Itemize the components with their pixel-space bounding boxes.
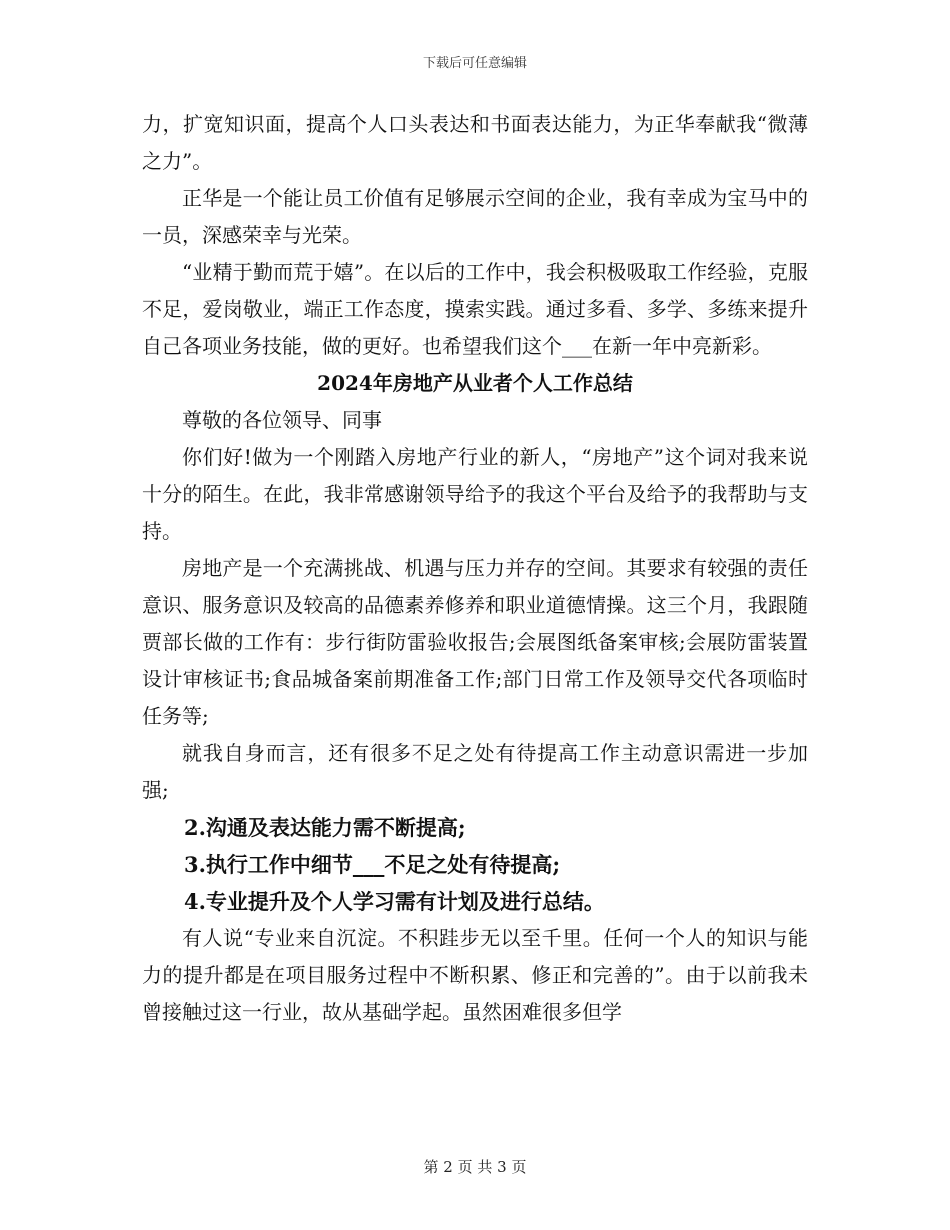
- page-header: 下载后可任意编辑: [422, 56, 527, 71]
- salutation: 尊敬的各位领导、同事: [182, 408, 382, 432]
- document-body: [142, 106, 808, 1031]
- list-item-bold: 2.沟通及表达能力需不断提高;: [184, 815, 466, 840]
- paragraph: “业精于勤而荒于嬉”。在以后的工作中，我会积极吸取工作经验，克服不足，爱岗敬业，端正工作态度，摸索实践。通过多看、多学、多练来提升自己各项业务技能，做的更好。也希望我们这个___在新一年中亮新彩。: [142, 260, 808, 358]
- paragraph: 房地产是一个充满挑战、机遇与压力并存的空间。其要求有较强的责任意识、服务意识及较高的品德素养修养和职业道德情操。这三个月，我跟随贾部长做的工作有：步行街防雷验收报告;会展图纸备案审核;会展防雷装置设计审核证书;食品城备案前期准备工作;部门日常工作及领导交代各项临时任务等;: [142, 556, 808, 728]
- paragraph: 就我自身而言，还有很多不足之处有待提高工作主动意识需进一步加强;: [142, 741, 808, 802]
- paragraph: 正华是一个能让员工价值有足够展示空间的企业，我有幸成为宝马中的一员，深感荣幸与光荣。: [142, 186, 808, 247]
- section-title: 2024年房地产从业者个人工作总结: [317, 371, 633, 395]
- page-footer: 第 2 页 共 3 页: [423, 1158, 527, 1176]
- paragraph: 有人说“专业来自沉淀。不积跬步无以至千里。任何一个人的知识与能力的提升都是在项目服务过程中不断积累、修正和完善的”。由于以前我未曾接触过这一行业，故从基础学起。虽然困难很多但学: [142, 926, 808, 1024]
- list-item-bold: 4.专业提升及个人学习需有计划及进行总结。: [184, 889, 605, 914]
- paragraph-continued: 力，扩宽知识面，提高个人口头表达和书面表达能力，为正华奉献我“微薄之力”。: [142, 112, 808, 173]
- list-item-bold: 3.执行工作中细节___不足之处有待提高;: [184, 852, 561, 877]
- paragraph: 你们好!做为一个刚踏入房地产行业的新人，“房地产”这个词对我来说十分的陌生。在此，我非常感谢领导给予的我这个平台及给予的我帮助与支持。: [142, 445, 808, 543]
